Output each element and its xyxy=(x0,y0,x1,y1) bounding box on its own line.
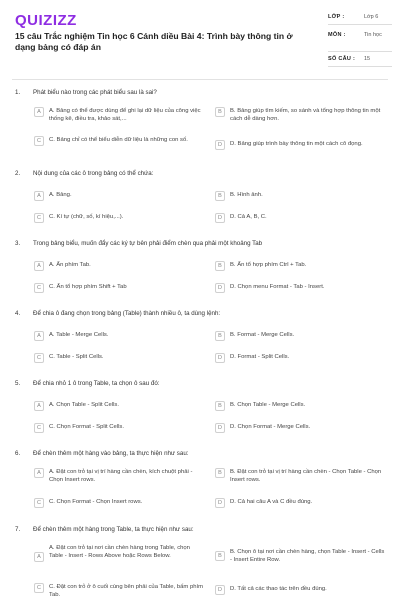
option-text: B. Chọn Table - Merge Cells. xyxy=(230,402,306,408)
option-letter-box: B xyxy=(215,331,225,341)
option-letter-box: A xyxy=(34,401,44,411)
option-text: D. Chọn menu Format - Tab - Insert. xyxy=(230,284,325,290)
option-letter-box: A xyxy=(34,468,44,478)
option-b[interactable] xyxy=(215,548,385,564)
option-a[interactable] xyxy=(34,401,204,411)
option-text: C. Chọn Format - Chọn Insert rows. xyxy=(49,499,143,505)
option-b[interactable] xyxy=(215,468,385,484)
option-text: C. Ấn tổ hợp phím Shift + Tab xyxy=(49,284,127,290)
option-text: B. Hình ảnh. xyxy=(230,192,263,198)
option-d[interactable] xyxy=(215,498,385,508)
option-letter-box: D xyxy=(215,140,225,150)
option-a[interactable] xyxy=(34,191,204,201)
option-text: C. Chọn Format - Split Cells. xyxy=(49,424,124,430)
subject-value: Tin học xyxy=(364,32,382,38)
grade-underline xyxy=(328,24,392,25)
option-letter-box: B xyxy=(215,107,225,117)
quizizz-logo: QUIZIZZ xyxy=(15,12,77,29)
question-number: 5. xyxy=(15,380,21,387)
option-letter-box: D xyxy=(215,498,225,508)
option-c[interactable] xyxy=(34,353,204,363)
option-text: D. Tất cả các thao tác trên đều đúng. xyxy=(230,586,327,592)
option-letter-box: C xyxy=(34,583,44,593)
option-a[interactable] xyxy=(34,261,204,271)
option-text: A. Bảng. xyxy=(49,192,72,198)
grade-label: LỚP : xyxy=(328,14,345,20)
option-letter-box: A xyxy=(34,107,44,117)
option-text: A. Bảng có thể được dùng để ghi lại dữ liệu của công việc thống kê, điều tra, khảo sát,... xyxy=(49,108,201,122)
option-c[interactable] xyxy=(34,423,204,433)
option-letter-box: C xyxy=(34,423,44,433)
option-c[interactable] xyxy=(34,136,204,146)
option-text: D. Cả A, B, C. xyxy=(230,214,267,220)
option-d[interactable] xyxy=(215,423,385,433)
worksheet-title: 15 câu Trắc nghiệm Tin học 6 Cánh diều Bài 4: Trình bày thông tin ở dạng bảng có đáp án xyxy=(15,31,293,52)
option-letter-box: D xyxy=(215,213,225,223)
option-letter-box: C xyxy=(34,283,44,293)
option-text: A. Table - Merge Cells. xyxy=(49,332,109,338)
option-a[interactable] xyxy=(34,544,204,562)
option-letter-box: C xyxy=(34,136,44,146)
option-text: D. Format - Split Cells. xyxy=(230,354,290,360)
option-letter-box: B xyxy=(215,551,225,561)
option-letter-box: C xyxy=(34,498,44,508)
option-text: B. Chọn ô tại nơi cần chèn hàng, chọn Table - Insert - Cells - Insert Entire Row. xyxy=(230,549,385,563)
question-number: 6. xyxy=(15,450,21,457)
question-count-underline xyxy=(328,66,392,67)
option-d[interactable] xyxy=(215,140,385,150)
option-d[interactable] xyxy=(215,283,385,293)
option-text: B. Đặt con trỏ tại vị trí hàng cần chèn - Chọn Table - Chọn Insert rows. xyxy=(230,469,382,483)
option-a[interactable] xyxy=(34,468,204,484)
option-letter-box: D xyxy=(215,353,225,363)
option-letter-box: A xyxy=(34,191,44,201)
option-letter-box: B xyxy=(215,261,225,271)
question-text: Để chèn thêm một hàng vào bảng, ta thực hiện như sau: xyxy=(33,450,189,457)
question-text: Nội dung của các ô trong bảng có thể chứa: xyxy=(33,170,154,177)
question-number: 3. xyxy=(15,240,21,247)
option-text: A. Đặt con trỏ tại vị trí hàng cần chèn, kích chuột phải - Chọn Insert rows. xyxy=(49,469,193,483)
option-text: B. Format - Merge Cells. xyxy=(230,332,295,338)
question-number: 2. xyxy=(15,170,21,177)
option-text: C. Bảng chỉ có thể biểu diễn dữ liệu là những con số. xyxy=(49,137,188,143)
option-d[interactable] xyxy=(215,213,385,223)
option-letter-box: A xyxy=(34,552,44,562)
header-divider xyxy=(12,79,388,80)
option-letter-box: D xyxy=(215,283,225,293)
question-text: Để chia ô đang chọn trong bảng (Table) thành nhiều ô, ta dùng lệnh: xyxy=(33,310,221,317)
option-text: D. Chọn Format - Merge Cells. xyxy=(230,424,311,430)
option-c[interactable] xyxy=(34,498,204,508)
option-c[interactable] xyxy=(34,213,204,223)
option-letter-box: A xyxy=(34,331,44,341)
option-text: B. Bảng giúp tìm kiếm, so sánh và tổng hợp thông tin một cách dễ dàng hơn. xyxy=(230,108,381,122)
option-d[interactable] xyxy=(215,353,385,363)
option-text: A. Ấn phím Tab. xyxy=(49,262,91,268)
option-letter-box: B xyxy=(215,191,225,201)
subject-label: MÔN : xyxy=(328,32,346,38)
question-count-label: SỐ CÂU : xyxy=(328,56,356,62)
option-letter-box: A xyxy=(34,261,44,271)
question-number: 7. xyxy=(15,526,21,533)
question-text: Phát biểu nào trong các phát biểu sau là sai? xyxy=(33,89,157,96)
option-letter-box: D xyxy=(215,585,225,595)
option-text: C. Kí tự (chữ, số, kí hiệu,...). xyxy=(49,214,124,220)
option-c[interactable] xyxy=(34,583,204,599)
option-text: B. Ấn tổ hợp phím Ctrl + Tab. xyxy=(230,262,307,268)
question-text: Để chia nhỏ 1 ô trong Table, ta chọn ô sau đó: xyxy=(33,380,160,387)
option-text: C. Table - Split Cells. xyxy=(49,354,104,360)
option-c[interactable] xyxy=(34,283,204,293)
option-b[interactable] xyxy=(215,107,385,123)
question-number: 4. xyxy=(15,310,21,317)
option-letter-box: D xyxy=(215,423,225,433)
option-a[interactable] xyxy=(34,331,204,341)
option-letter-box: C xyxy=(34,353,44,363)
question-text: Để chèn thêm một hàng trong Table, ta thực hiện như sau: xyxy=(33,526,194,533)
option-b[interactable] xyxy=(215,261,385,271)
grade-value: Lớp 6 xyxy=(364,14,379,20)
option-text: A. Chọn Table - Split Cells. xyxy=(49,402,119,408)
question-text: Trong bảng biểu, muốn đẩy các ký tự bên phải điểm chèn qua phải một khoảng Tab xyxy=(33,240,263,247)
option-text: C. Đặt con trỏ ở ô cuối cùng bên phải của Table, bấm phím Tab. xyxy=(49,584,204,598)
worksheet-header xyxy=(0,0,400,76)
option-text: D. Bảng giúp trình bày thông tin một cách cô đọng. xyxy=(230,141,363,147)
option-letter-box: B xyxy=(215,468,225,478)
option-letter-box: C xyxy=(34,213,44,223)
option-letter-box: B xyxy=(215,401,225,411)
question-number: 1. xyxy=(15,89,21,96)
option-text: D. Cả hai câu A và C đều đúng. xyxy=(230,499,313,505)
subject-underline xyxy=(328,51,392,52)
question-count-value: 15 xyxy=(364,56,371,62)
option-b[interactable] xyxy=(215,401,385,411)
option-text: A. Đặt con trỏ tại nơi cần chèn hàng trong Table, chọn Table - Insert - Rows Above hoặc Rows Below. xyxy=(49,545,190,559)
option-b[interactable] xyxy=(215,331,385,341)
option-b[interactable] xyxy=(215,191,385,201)
option-d[interactable] xyxy=(215,585,385,595)
option-a[interactable] xyxy=(34,107,204,123)
